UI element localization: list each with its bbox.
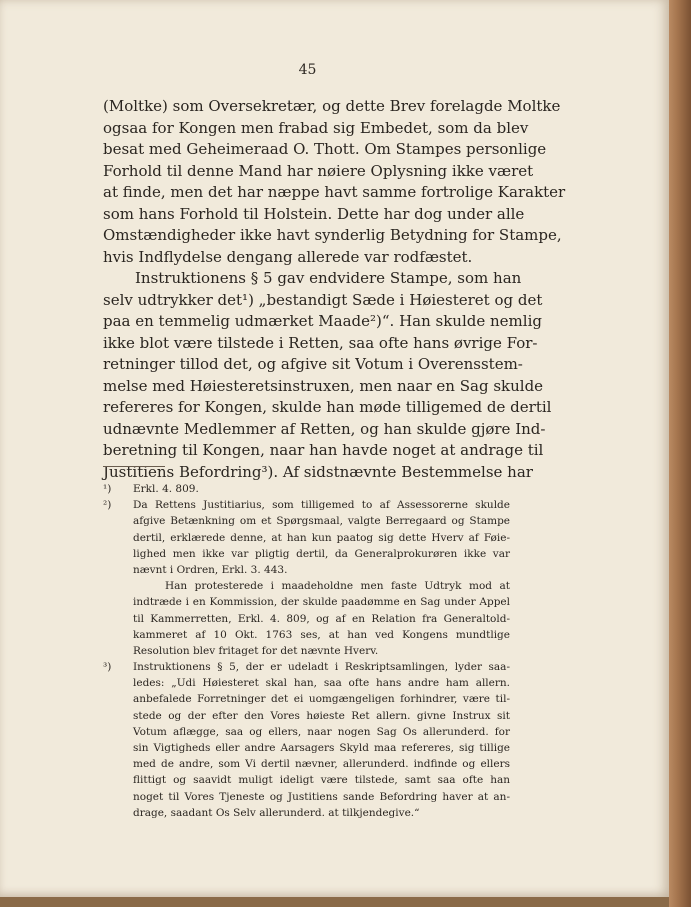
footnote-line: Han protesterede i maadeholdne men faste Udtryk mod at [165, 580, 510, 593]
footnote-line: med de andre, som Vi dertil nævner, allerunderd. indfinde og ellers [133, 758, 510, 771]
footnote-line: stede og der efter den Vores høieste Ret allern. givne Instrux sit [133, 709, 510, 722]
footnote-line: nævnt i Ordren, Erkl. 3. 443. [133, 563, 288, 576]
footnote-line: ²) Da Rettens Justitiarius, som tilligemed to af Assessorerne skulde [103, 497, 510, 513]
footnote-line: anbefalede Forretninger det ei uomgængeligen forhindrer, være til- [133, 693, 510, 706]
body-line: melse med Høiesteretsinstruxen, men naar en Sag skulde [103, 376, 544, 395]
body-line: ikke blot være tilstede i Retten, saa ofte hans øvrige For- [103, 333, 538, 352]
footnote-line: dertil, erklærede denne, at han kun paatog sig dette Hverv af Føie- [133, 531, 510, 544]
body-line: Omstændigheder ikke havt synderlig Betydning for Stampe, [103, 226, 562, 244]
body-line: selv udtrykker det¹) „bestandigt Sæde i Høiesteret og det [103, 290, 543, 309]
footnotes [103, 481, 510, 821]
footnote-line: ³) Instruktionens § 5, der er udeladt i Reskriptsamlingen, lyder saa- [103, 659, 510, 675]
body-line: hvis Indflydelse dengang allerede var rodfæstet. [103, 247, 473, 266]
footnote-line: kammeret af 10 Okt. 1763 ses, at han ved Kongens mundtlige [133, 628, 510, 641]
book-spine-edge [669, 0, 691, 907]
body-line: at finde, men det har næppe havt samme fortrolige Karakter [103, 183, 566, 201]
footnote-divider [103, 466, 165, 467]
body-line: besat med Geheimeraad O. Thott. Om Stampes personlige [103, 140, 547, 158]
body-line: Forhold til denne Mand har nøiere Oplysning ikke været [103, 161, 534, 180]
body-text [103, 96, 566, 483]
footnote-line: Resolution blev fritaget for det nævnte Hverv. [133, 644, 379, 657]
footnote-line: afgive Betænkning om et Spørgsmaal, valgte Berregaard og Stampe [133, 515, 510, 528]
body-line: (Moltke) som Oversekretær, og dette Brev forelagde Moltke [103, 97, 561, 115]
page-number: 45 [298, 62, 317, 78]
footnote-line: drage, saadant Os Selv allerunderd. at tilkjendegive.“ [133, 806, 420, 819]
footnote-marker: ¹) [103, 483, 112, 495]
body-line: ogsaa for Kongen men frabad sig Embedet, som da blev [103, 118, 529, 137]
footnote-marker: ²) [103, 499, 112, 512]
footnote-line: lighed men ikke var pligtig dertil, da Generalprokurøren ikke var [133, 547, 510, 560]
body-line: som hans Forhold til Holstein. Dette har dog under alle [103, 204, 525, 223]
footnote-line: flittigt og saavidt muligt ideligt være tilstede, samt saa ofte han [133, 774, 510, 787]
body-line: Justitiens Befordring³). Af sidstnævnte Bestemmelse har [103, 462, 533, 481]
footnote-line: ¹) Erkl. 4. 809. [103, 481, 510, 497]
body-line: beretning til Kongen, naar han havde noget at andrage til [103, 441, 544, 459]
body-line: Instruktionens § 5 gav endvidere Stampe, som han [135, 269, 522, 287]
footnote-line: indtræde i en Kommission, der skulde paadømme en Sag under Appel [133, 596, 510, 609]
body-line: paa en temmelig udmærket Maade²)“. Han skulde nemlig [103, 312, 542, 330]
body-line: refereres for Kongen, skulde han møde tilligemed de dertil [103, 398, 552, 416]
footnote-marker: ³) [103, 661, 112, 674]
body-line: retninger tillod det, og afgive sit Votum i Overensstem- [103, 355, 523, 373]
body-line: udnævnte Medlemmer af Retten, og han skulde gjøre Ind- [103, 419, 546, 438]
footnote-line: til Kammerretten, Erkl. 4. 809, og af en Relation fra Generaltold- [133, 612, 510, 625]
footnote-line: ledes: „Udi Høiesteret skal han, saa ofte hans andre ham allern. [133, 677, 510, 690]
footnote-line: sin Vigtigheds eller andre Aarsagers Skyld maa refereres, sig tillige [133, 742, 510, 754]
footnote-line: Votum aflægge, saa og ellers, naar nogen Sag Os allerunderd. for [133, 725, 510, 738]
footnote-line: noget til Vores Tjeneste og Justitiens sande Befordring haver at an- [133, 790, 510, 803]
